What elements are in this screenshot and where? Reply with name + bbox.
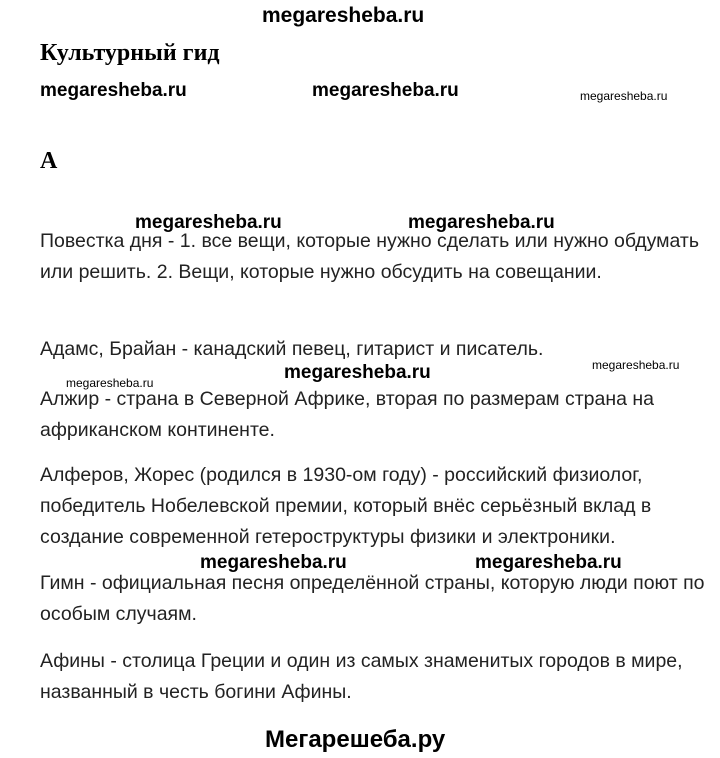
watermark: megaresheba.ru (592, 358, 680, 372)
page-title: Культурный гид (40, 40, 220, 66)
watermark: megaresheba.ru (40, 80, 187, 101)
glossary-entry-athens: Афины - столица Греции и один из самых знаменитых городов в мире, названный в честь богини Афины. (40, 650, 683, 703)
glossary-entry-algeria: Алжир - страна в Северной Африке, вторая по размерам страна на африканском континенте. (40, 388, 654, 441)
footer-watermark: Мегарешеба.ру (265, 726, 446, 753)
watermark: megaresheba.ru (312, 80, 459, 101)
glossary-entry-adams: Адамс, Брайан - канадский певец, гитарист и писатель. (40, 338, 544, 360)
watermark: megaresheba.ru (284, 362, 431, 383)
section-heading: A (40, 148, 58, 174)
watermark: megaresheba.ru (408, 212, 555, 233)
glossary-entry-anthem: Гимн - официальная песня определённой страны, которую люди поют по особым случаям. (40, 572, 705, 625)
watermark: megaresheba.ru (580, 89, 668, 103)
watermark: megaresheba.ru (200, 552, 347, 573)
watermark: megaresheba.ru (135, 212, 282, 233)
watermark: megaresheba.ru (475, 552, 622, 573)
watermark: megaresheba.ru (66, 376, 154, 390)
glossary-entry-alferov: Алферов, Жорес (родился в 1930-ом году) - российский физиолог, победитель Нобелевской премии, который внёс серьёзный вклад в создание современной гетероструктуры физики и электроники. (40, 464, 652, 548)
glossary-entry-agenda: Повестка дня - 1. все вещи, которые нужно сделать или нужно обдумать или решить. 2. Вещи, которые нужно обсудить на совещании. (40, 230, 700, 283)
watermark-top: megaresheba.ru (262, 4, 425, 27)
